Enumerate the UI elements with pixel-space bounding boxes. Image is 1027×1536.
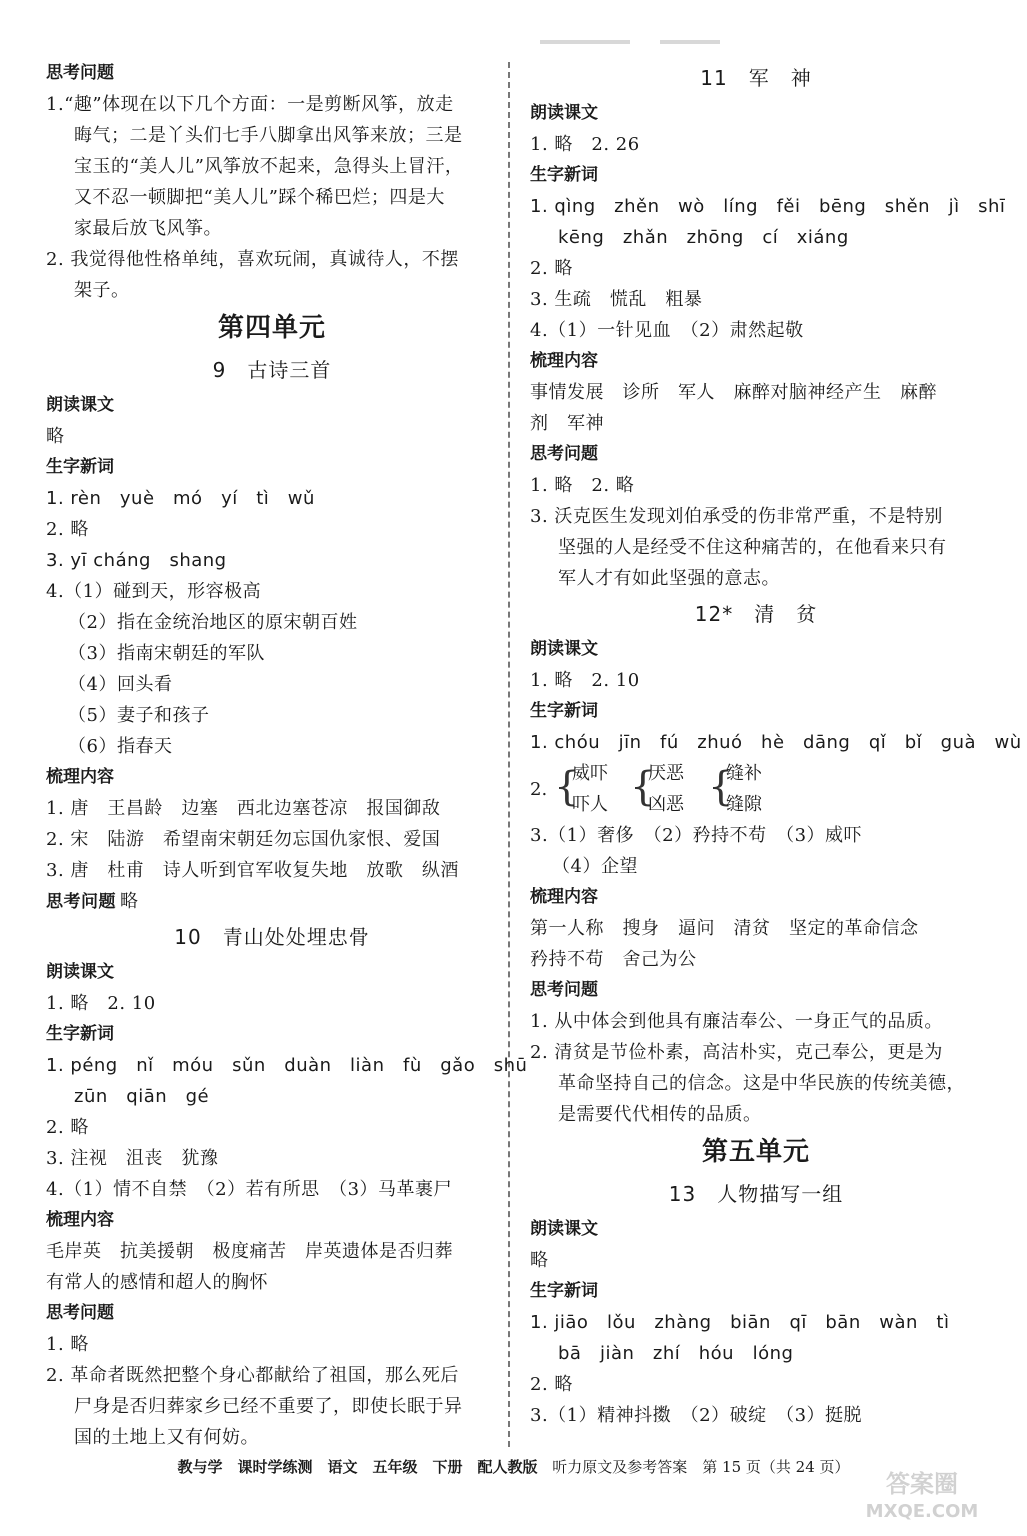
section-heading: 生字新词 xyxy=(46,457,114,477)
answer-line: 4.（1）碰到天，形容极高 xyxy=(46,581,262,602)
answer-line: 架子。 xyxy=(74,280,130,301)
answer-line: 3.（1）奢侈 （2）矜持不苟 （3）威吓 xyxy=(530,825,863,846)
section-heading: 梳理内容 xyxy=(530,887,598,907)
section-heading: 思考问题 xyxy=(46,892,116,912)
brace-word: 厌恶 xyxy=(648,763,684,784)
answer-line: 第一人称 搜身 逼问 清贫 坚定的革命信念 xyxy=(530,918,919,939)
answer-line: 是需要代代相传的品质。 xyxy=(558,1104,762,1125)
answer-line: 国的土地上又有何妨。 xyxy=(74,1427,259,1448)
item-number: 2. xyxy=(530,779,548,800)
answer-line xyxy=(46,886,498,917)
section-heading: 生字新词 xyxy=(530,1281,598,1301)
section-heading: 梳理内容 xyxy=(46,1210,114,1230)
answer-line: （3）指南宋朝廷的军队 xyxy=(68,643,265,664)
left-brace-icon: { xyxy=(630,764,656,810)
brace-word: 缝补 xyxy=(726,763,762,784)
unit-title: 第五单元 xyxy=(701,1137,810,1167)
pinyin-line: bā jiàn zhí hóu lóng xyxy=(558,1343,794,1364)
brace-word: 吓人 xyxy=(572,794,608,815)
book-title: 教与学 课时学练测 语文 五年级 下册 配人教版 xyxy=(177,1458,538,1476)
answer-line: 1. 从中体会到他具有廉洁奉公、一身正气的品质。 xyxy=(530,1011,943,1032)
answer-line: 3.（1）精神抖擞 （2）破绽 （3）挺脱 xyxy=(530,1405,863,1426)
answer-line: 3. 沃克医生发现刘伯承受的伤非常严重，不是特别 xyxy=(530,506,943,527)
top-mark-1 xyxy=(540,40,630,44)
section-heading: 生字新词 xyxy=(46,1024,114,1044)
lesson-title: 12* 清 贫 xyxy=(694,602,818,626)
watermark-logo xyxy=(842,1470,1002,1526)
pinyin-line: 1. péng nǐ móu sǔn duàn liàn fù gǎo shū xyxy=(46,1055,528,1076)
answer-line: 1. 略 2. 略 xyxy=(530,475,635,496)
brace-word: 凶恶 xyxy=(648,794,684,815)
answer-line: 革命坚持自己的信念。这是中华民族的传统美德， xyxy=(558,1073,965,1094)
top-mark-2 xyxy=(660,40,720,44)
answer-line: 4.（1）情不自禁 （2）若有所思 （3）马革裹尸 xyxy=(46,1179,453,1200)
answer-line: 毛岸英 抗美援朝 极度痛苦 岸英遗体是否归葬 xyxy=(46,1241,453,1262)
answer-line: 2. 略 xyxy=(530,1374,573,1395)
answer-line: 3. 唐 杜甫 诗人听到官军收复失地 放歌 纵酒 xyxy=(46,860,459,881)
answer-line: （2）指在金统治地区的原宋朝百姓 xyxy=(68,612,358,633)
answer-line: 晦气；二是丫头们七手八脚拿出风筝来放；三是 xyxy=(74,125,463,146)
section-heading: 思考问题 xyxy=(530,444,598,464)
pinyin-line: zūn qiān gé xyxy=(74,1086,210,1107)
watermark-url: MXQE.COM xyxy=(865,1501,979,1522)
answer-line: （5）妻子和孩子 xyxy=(68,705,210,726)
lesson-title: 11 军 神 xyxy=(700,66,812,90)
answer-line: 2. 略 xyxy=(46,519,89,540)
lesson-title: 10 青山处处埋忠骨 xyxy=(174,925,370,949)
lesson-title: 9 古诗三首 xyxy=(212,358,332,382)
watermark-text: 答案圈 xyxy=(886,1470,958,1498)
answer-line: 3. 生疏 慌乱 粗暴 xyxy=(530,289,703,310)
answer-line: 3. 注视 沮丧 犹豫 xyxy=(46,1148,219,1169)
lesson-title: 13 人物描写一组 xyxy=(668,1182,844,1206)
section-heading: 朗读课文 xyxy=(46,962,114,982)
answer-line: 略 xyxy=(530,1250,549,1271)
answer-line: 2. 略 xyxy=(530,258,573,279)
answer-line: 宝玉的“美人儿”风筝放不起来，急得头上冒汗， xyxy=(74,156,464,177)
section-heading: 朗读课文 xyxy=(530,103,598,123)
answer-text: 略 xyxy=(120,891,139,912)
section-heading: 梳理内容 xyxy=(46,767,114,787)
section-heading: 思考问题 xyxy=(530,980,598,1000)
section-heading: 思考问题 xyxy=(46,1303,114,1323)
left-brace-icon: { xyxy=(708,764,734,810)
answer-line: 1.“趣”体现在以下几个方面：一是剪断风筝，放走 xyxy=(46,94,454,115)
section-heading: 思考问题 xyxy=(46,63,114,83)
answer-line: 矜持不苟 舍己为公 xyxy=(530,949,697,970)
pinyin-line: 1. chóu jīn fú zhuó hè dāng qǐ bǐ guà wù xyxy=(530,732,1022,753)
answer-line: （4）企望 xyxy=(552,856,638,877)
answer-line: 1. 略 xyxy=(46,1334,89,1355)
column-divider xyxy=(508,62,510,1447)
section-heading: 梳理内容 xyxy=(530,351,598,371)
left-column xyxy=(46,58,528,1453)
answer-line: 4.（1）一针见血 （2）肃然起敬 xyxy=(530,320,804,341)
section-heading: 朗读课文 xyxy=(46,395,114,415)
section-heading: 朗读课文 xyxy=(530,639,598,659)
answer-line: 2. 宋 陆游 希望南宋朝廷勿忘国仇家恨、爱国 xyxy=(46,829,441,850)
answer-line: 又不忍一顿脚把“美人儿”踩个稀巴烂；四是大 xyxy=(74,187,445,208)
answer-line: 1. 略 2. 10 xyxy=(530,670,640,691)
pinyin-line: 3. yī cháng shang xyxy=(46,550,227,571)
pinyin-line: 1. rèn yuè mó yí tì wǔ xyxy=(46,488,315,509)
answer-line: 1. 唐 王昌龄 边塞 西北边塞苍凉 报国御敌 xyxy=(46,798,441,819)
answer-line: 2. 革命者既然把整个身心都献给了祖国，那么死后 xyxy=(46,1365,459,1386)
answer-line: 2. 清贫是节俭朴素，高洁朴实，克己奉公，更是为 xyxy=(530,1042,943,1063)
right-column xyxy=(530,58,1022,1431)
page-number: 听力原文及参考答案 第 15 页（共 24 页） xyxy=(552,1458,850,1476)
answer-line: 2. 我觉得他性格单纯，喜欢玩闹，真诚待人，不摆 xyxy=(46,249,459,270)
answer-line: 尸身是否归葬家乡已经不重要了，即使长眠于异 xyxy=(74,1396,463,1417)
pinyin-line: kēng zhǎn zhōng cí xiáng xyxy=(558,227,849,248)
answer-line: 略 xyxy=(46,426,65,447)
section-heading: 朗读课文 xyxy=(530,1219,598,1239)
answer-line: 有常人的感情和超人的胸怀 xyxy=(46,1272,268,1293)
answer-line: 1. 略 2. 26 xyxy=(530,134,640,155)
unit-title: 第四单元 xyxy=(217,313,326,343)
answer-line: （4）回头看 xyxy=(68,674,173,695)
answer-line: 2. 略 xyxy=(46,1117,89,1138)
answer-line: 坚强的人是经受不住这种痛苦的，在他看来只有 xyxy=(558,537,947,558)
answer-line: 事情发展 诊所 军人 麻醉对脑神经产生 麻醉 xyxy=(530,382,937,403)
brace-word: 威吓 xyxy=(572,763,608,784)
answer-line: 1. 略 2. 10 xyxy=(46,993,156,1014)
brace-word: 缝隙 xyxy=(726,794,762,815)
answer-line: 军人才有如此坚强的意志。 xyxy=(558,568,780,589)
answer-line: （6）指春天 xyxy=(68,736,173,757)
section-heading: 生字新词 xyxy=(530,701,598,721)
section-heading: 生字新词 xyxy=(530,165,598,185)
left-brace-icon: { xyxy=(554,764,580,810)
answer-line: 家最后放飞风筝。 xyxy=(74,218,222,239)
pinyin-line: 1. qìng zhěn wò líng fěi bēng shěn jì shī xyxy=(530,196,1006,217)
word-group-braces xyxy=(530,758,982,820)
pinyin-line: 1. jiāo lǒu zhàng biān qī bān wàn tì xyxy=(530,1312,950,1333)
answer-line: 剂 军神 xyxy=(530,413,604,434)
